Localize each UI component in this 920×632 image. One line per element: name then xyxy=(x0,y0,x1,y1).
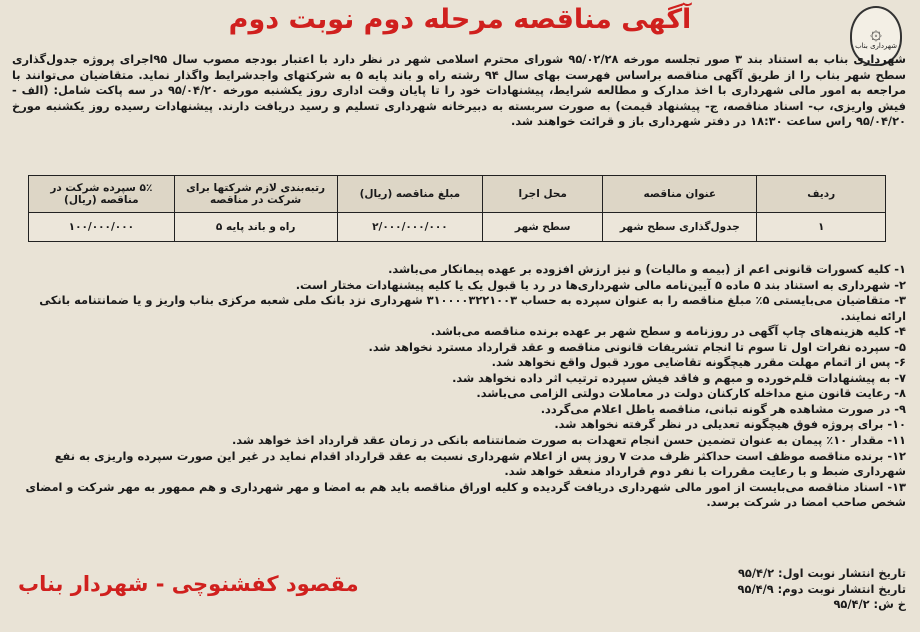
list-item: ۸- رعایت قانون منع مداخله کارکنان دولت در معاملات دولتی الزامی می‌باشد. xyxy=(476,386,906,401)
publication-dates xyxy=(738,566,906,613)
list-item: ۴- کلیه هزینه‌های چاپ آگهی در روزنامه و سطح شهر بر عهده برنده مناقصه می‌باشد. xyxy=(430,324,906,339)
col-header-title: عنوان مناقصه xyxy=(603,176,757,213)
list-item: ۱۳- اسناد مناقصه می‌بایست از امور مالی شهرداری دریافت گردیده و کلیه اوراق مناقصه باید هم به امضا و مهر شهرداری و هم ممهور به مهر شرکت و امضای شخص صاحب امضا در شرکت برسد. xyxy=(25,479,906,510)
list-item: ۱- کلیه کسورات قانونی اعم از (بیمه و مالیات) و نیز ارزش افزوده بر عهده پیمانکار می‌باشد. xyxy=(388,262,906,276)
table-row xyxy=(29,213,886,242)
mayor-signature: مقصود کفشنوچی - شهردار بناب xyxy=(18,572,359,596)
table-header-row xyxy=(29,176,886,213)
col-header-row-no: ردیف xyxy=(757,176,886,213)
col-header-location: محل اجرا xyxy=(483,176,603,213)
cell-location: سطح شهر xyxy=(483,213,603,242)
emblem-caption: شهرداری بناب xyxy=(855,41,897,50)
cell-grade: راه و باند پایه ۵ xyxy=(174,213,337,242)
cell-deposit: ۱۰۰/۰۰۰/۰۰۰ xyxy=(29,213,175,242)
tender-table xyxy=(28,175,886,242)
list-item: ۹- در صورت مشاهده هر گونه تبانی، مناقصه باطل اعلام می‌گردد. xyxy=(540,401,906,416)
list-item: ۵- سپرده نفرات اول تا سوم تا انجام تشریفات قانونی مناقصه و عقد قرارداد مسترد نخواهد شد. xyxy=(368,339,906,354)
list-item: ۷- به پیشنهادات قلم‌خورده و مبهم و فاقد فیش سپرده ترتیب اثر داده نخواهد شد. xyxy=(452,370,906,385)
list-item: ۱۲- برنده مناقصه موظف است حداکثر ظرف مدت ۷ روز پس از اعلام شهرداری نسبت به عقد قرارداد اقدام نماید در غیر این صورت سپرده واریزی به نفع شهرداری ضبط و با رعایت مقررات با نفر دوم قرارداد منعقد خواهد شد. xyxy=(54,448,906,479)
cell-title: جدول‌گذاری سطح شهر xyxy=(603,213,757,242)
ref-code: خ ش: ۹۵/۴/۲ xyxy=(833,597,906,611)
cell-row-no: ۱ xyxy=(757,213,886,242)
col-header-deposit: ۵٪ سپرده شرکت در مناقصه (ریال) xyxy=(29,176,175,213)
second-publication-date: تاریخ انتشار نوبت دوم: ۹۵/۴/۹ xyxy=(737,581,906,596)
list-item: ۱۱- مقدار ۱۰٪ پیمان به عنوان تضمین حسن انجام تعهدات به صورت ضمانتنامه بانکی در زمان عقد قرارداد اخذ خواهد شد. xyxy=(231,433,906,448)
municipality-emblem-icon: ۞ شهرداری بناب xyxy=(850,6,902,66)
conditions-list xyxy=(12,262,906,511)
intro-paragraph: شهرداری بناب به استناد بند ۳ صور تجلسه مورخه ۹۵/۰۲/۲۸ شورای محترم اسلامی شهر در نظر دارد با اعتبار بودجه مصوب سال ۹۵اجرای پروژه جدول‌گذاری سطح شهر بناب را از طریق آگهی مناقصه براساس فهرست بهای سال ۹۴ رشته راه و باند پایه ۵ به شرکتهای واجدشرایط واگذار نماید. متقاضیان می‌توانند با مراجعه به امور مالی شهرداری با اخذ مدارک و مطالعه شرایط، پیشنهادات خود را تا پایان وقت اداری روز یکشنبه مورخه ۹۵/۰۴/۲۰ در سه پاکت شامل: (الف - فیش واریزی، ب- اسناد مناقصه، ج- پیشنهاد قیمت) به صورت سربسته به دبیرخانه شهرداری تسلیم و رسید دریافت دارند. پیشنهادات رسیده روز یکشنبه مورخ ۹۵/۰۴/۲۰ راس ساعت ۱۸:۳۰ در دفتر شهرداری باز و قرائت خواهند شد. xyxy=(12,52,907,129)
first-publication-date: تاریخ انتشار نوبت اول: ۹۵/۴/۲ xyxy=(737,566,906,580)
col-header-grade: رتبه‌بندی لازم شرکتها برای شرکت در مناقصه xyxy=(174,176,337,213)
list-item: ۲- شهرداری به استناد بند ۵ ماده ۵ آیین‌نامه مالی شهرداری‌ها در رد یا قبول یک یا کلیه پیشنهادات مختار است. xyxy=(295,277,906,292)
list-item: ۳- متقاضیان می‌بایستی ۵٪ مبلغ مناقصه را به عنوان سپرده به حساب ۳۱۰۰۰۰۳۲۲۱۰۰۳ شهرداری نزد بانک ملی شعبه مرکزی بناب واریز و یا ضمانتنامه بانکی ارائه نمایند. xyxy=(39,293,906,323)
list-item: ۶- پس از اتمام مهلت مقرر هیچگونه تقاضایی مورد قبول واقع نخواهد شد. xyxy=(491,355,906,370)
col-header-amount: مبلغ مناقصه (ریال) xyxy=(337,176,483,213)
notice-title: آگهی مناقصه مرحله دوم نوبت دوم xyxy=(228,4,692,35)
cell-amount: ۲/۰۰۰/۰۰۰/۰۰۰ xyxy=(337,213,483,242)
list-item: ۱۰- برای پروژه فوق هیچگونه تعدیلی در نظر گرفته نخواهد شد. xyxy=(554,417,906,432)
